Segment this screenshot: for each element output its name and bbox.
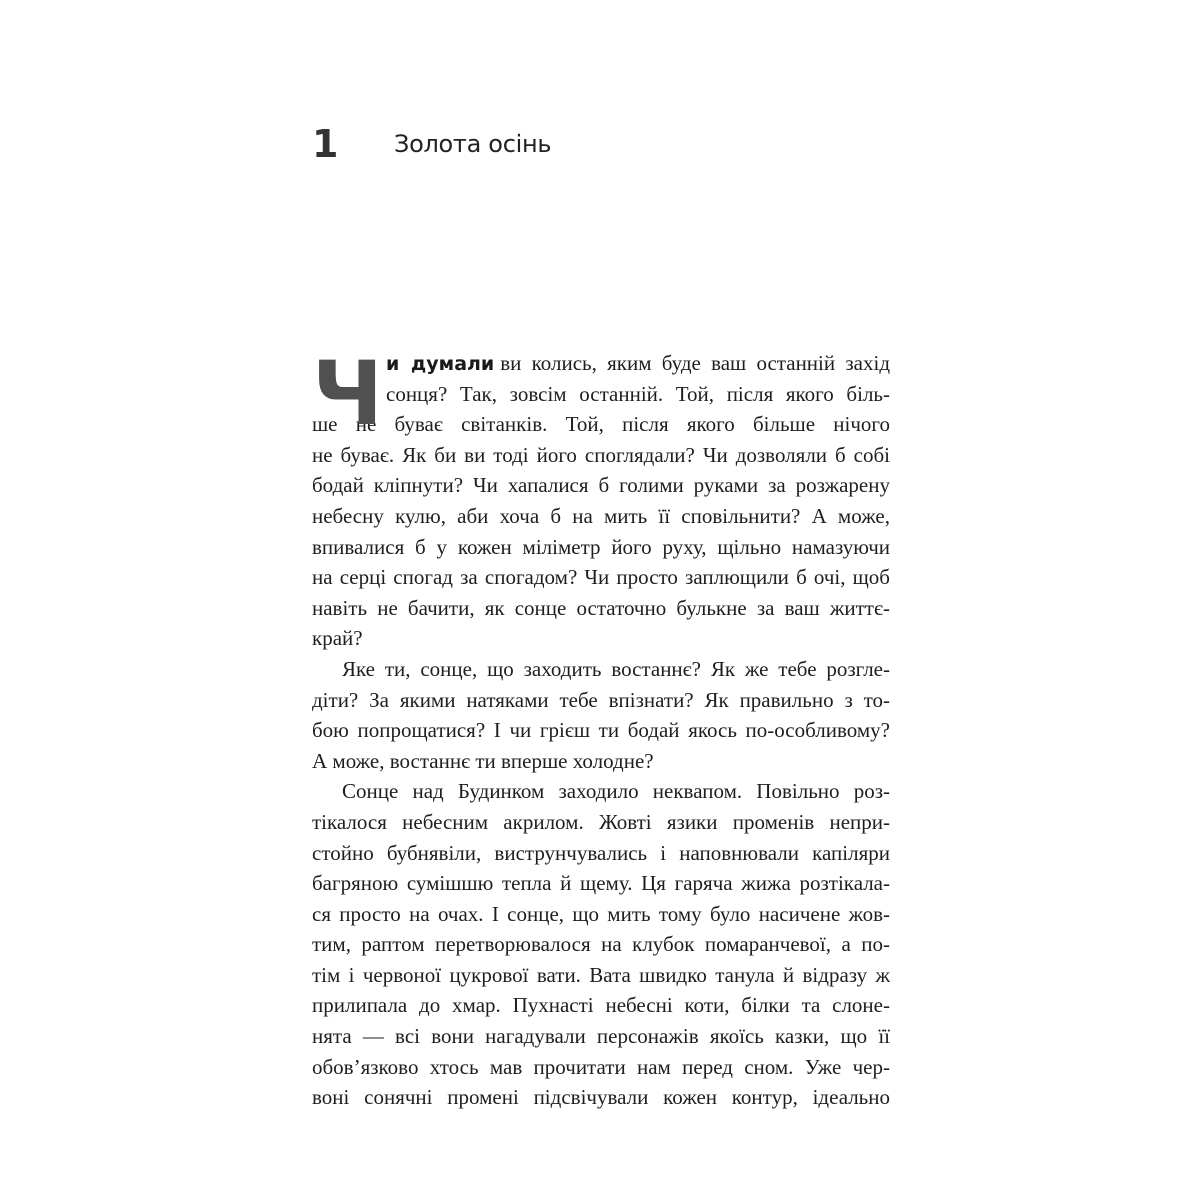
text-line: Сонце над Будинком заходило неквапом. Повільно роз-	[342, 779, 890, 804]
chapter-number: 1	[312, 122, 339, 166]
text-line: впивалися б у кожен міліметр його руху, щільно намазуючи	[312, 534, 890, 559]
text-line: бою попрощатися? І чи грієш ти бодай якось по-особливому?	[312, 718, 890, 743]
lead-in: и думали	[386, 353, 495, 375]
text-line: сонця? Так, зовсім останній. Той, після якого біль-	[386, 381, 890, 406]
chapter-heading	[312, 118, 551, 170]
text-line: діти? За якими натяками тебе впізнати? Як правильно з то-	[312, 687, 890, 712]
text-line: небесну кулю, аби хоча б на мить її сповільнити? А може,	[312, 503, 890, 528]
text-line: край?	[312, 626, 363, 651]
text-line: прилипала до хмар. Пухнасті небесні коти, білки та слоне-	[312, 993, 890, 1018]
paragraph-2	[312, 654, 890, 776]
text-line: на серці спогад за спогадом? Чи просто заплющили б очі, щоб	[312, 565, 890, 590]
chapter-title: Золота осінь	[394, 130, 552, 158]
text-line: багряною сумішшю тепла й щему. Ця гаряча жижа розтікала-	[312, 871, 890, 896]
paragraph-3	[312, 776, 890, 1113]
text-line: тим, раптом перетворювалося на клубок помаранчевої, а по-	[312, 932, 890, 957]
text-line: навіть не бачити, як сонце остаточно булькне за ваш життє-	[312, 595, 890, 620]
drop-cap: Ч	[312, 342, 384, 445]
text-line	[312, 348, 890, 379]
text-line: воні сонячні промені підсвічували кожен контур, ідеально	[312, 1085, 890, 1110]
text-line: А може, востаннє ти вперше холодне?	[312, 748, 654, 773]
text-line: Яке ти, сонце, що заходить востаннє? Як же тебе розгле-	[342, 656, 890, 681]
text-line: ше не буває світанків. Той, після якого більше нічого	[312, 412, 890, 437]
text-line: тім і червоної цукрової вати. Вата швидко танула й відразу ж	[312, 962, 890, 987]
text-line: бодай кліпнути? Чи хапалися б голими руками за розжарену	[312, 473, 890, 498]
text-line: ся просто на очах. І сонце, що мить тому було насичене жов-	[312, 901, 890, 926]
text-line: стойно бубнявіли, виструнчувались і наповнювали капіляри	[312, 840, 890, 865]
text-line: тікалося небесним акрилом. Жовті язики променів непри-	[312, 809, 890, 834]
text-line: нята — всі вони нагадували персонажів якоїсь казки, що її	[312, 1024, 890, 1049]
text-line-content: ви колись, яким буде ваш останній захід	[500, 351, 890, 375]
text-line: обов’язково хтось мав прочитати нам перед сном. Уже чер-	[312, 1054, 890, 1079]
chapter-body	[312, 342, 890, 1113]
text-line: не буває. Як би ви тоді його споглядали? Чи дозволяли б собі	[312, 442, 890, 467]
paragraph-1	[312, 342, 890, 654]
